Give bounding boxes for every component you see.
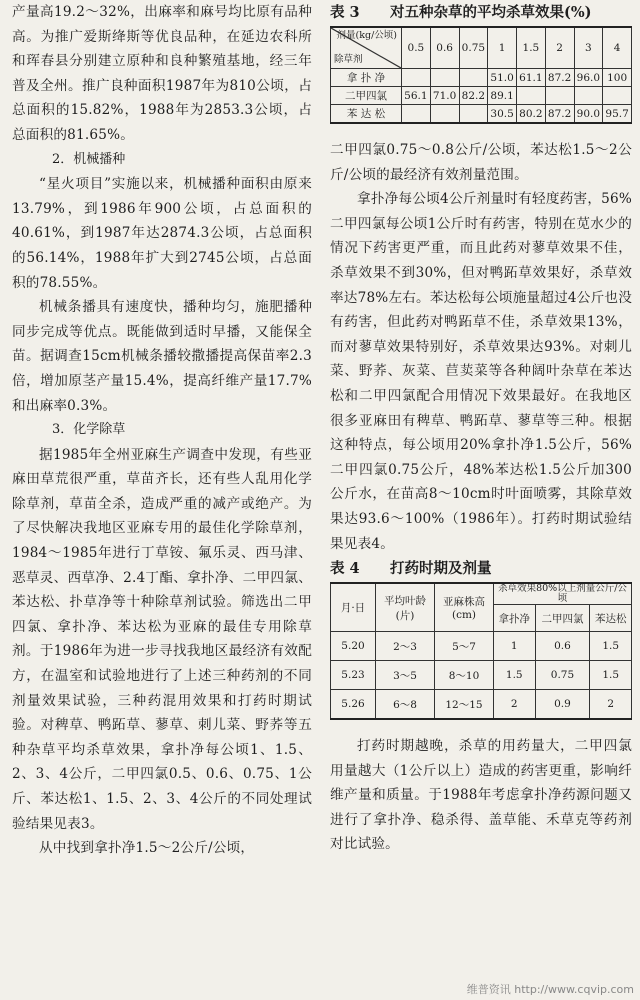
table-row [331,87,632,105]
table3-cell: 51.0 [488,69,517,87]
table3-cell: 95.7 [603,105,632,124]
table-row [331,632,632,661]
table3-cell [459,105,488,124]
section-heading: 2．机械播种 [52,151,126,167]
table3-cell [603,87,632,105]
table3-row-label: 除草剂 [334,54,363,65]
table4-cell: 2 [494,690,536,720]
table4-cell: 8～10 [435,661,494,690]
table3-dose-header: 4 [603,27,632,69]
table4-cell: 5.23 [331,661,376,690]
table3-cell [402,69,431,87]
table4-header-row [331,583,632,605]
table3-cell: 100 [603,69,632,87]
table3-dose-header: 0.6 [430,27,459,69]
table3-cell: 30.5 [488,105,517,124]
table-row [331,69,632,87]
table3-cell [545,87,574,105]
table3-cell: 96.0 [574,69,603,87]
table4-subheader: 拿扑净 [494,605,536,632]
table3-cell [459,69,488,87]
left-column [12,0,312,861]
table3-cell: 90.0 [574,105,603,124]
table4-date-header: 月·日 [331,583,376,632]
table4-leaf-header-unit: (片) [395,609,415,622]
table3-cell [430,105,459,124]
table-row [331,690,632,720]
table3-cell: 71.0 [430,87,459,105]
table4-leaf-header-label: 平均叶龄 [384,594,426,607]
table4-cell: 6～8 [376,690,435,720]
table3-number: 表 3 [330,4,360,21]
table3-dose-header: 0.5 [402,27,431,69]
paragraph: 拿扑净每公顷4公斤剂量时有轻度药害，56%二甲四氯每公顷1公斤时有药害，特别在苋水少的情况下药害更严重，而且此药对蓼草效果不佳，杀草效果不到30%，但对鸭跖草效果好，杀草效率达78%左右。苯达松每公顷施量超过4公斤也没有药害，但此药对鸭跖草不佳，杀草效果13%，而对蓼草效果特别好，杀草效果达93%。对刺儿菜、野荞、灰菜、苣荬菜等各种阔叶杂草在苯达松和二甲四氯配合用情况下效果最好。在我地区很多亚麻田有稗草、鸭跖草、蓼草等三种。根据这种特点，每公顷用20%拿扑净1.5公斤，56%二甲四氯0.75公斤，48%苯达松1.5公斤加300公斤水，在苗高8～10cm时叶面喷雾，其除草效果达93.6～100%（1986年）。打药时期试验结果见表4。 [330,191,632,552]
table3-unit-label: 剂量(kg/公顷) [336,30,397,41]
right-column [330,0,632,857]
table3-caption [330,2,632,24]
table3-herbicide-name: 苯 达 松 [331,105,402,124]
table3-dose-header: 2 [545,27,574,69]
table4-caption [330,558,632,580]
table4-cell: 1.5 [494,661,536,690]
table3-cell: 82.2 [459,87,488,105]
table3-title: 对五种杂草的平均杀草效果(%) [390,4,592,21]
table4-height-header-label: 亚麻株高 [443,596,485,609]
table4-title: 打药时期及剂量 [390,560,492,578]
table4-cell: 12～15 [435,690,494,720]
table4-cell: 2～3 [376,632,435,661]
table4-height-header [435,583,494,632]
table3-corner-cell [331,27,402,69]
table3-cell [574,87,603,105]
table4-subheader: 苯达松 [590,605,632,632]
paragraph: 打药时期越晚，杀草的用药量大，二甲四氯用量越大（1公斤以上）造成的药害更重，影响纤维产量和质量。于1988年考虑拿扑净药源问题又进行了拿扑净、稳杀得、盖草能、禾草克等药剂对比试验。 [330,738,632,853]
table3-dose-header: 1 [488,27,517,69]
table3-cell: 87.2 [545,105,574,124]
table4-cell: 5～7 [435,632,494,661]
table4-cell: 3～5 [376,661,435,690]
paragraph: 产量高19.2～32%，出麻率和麻号均比原有品种高。为推广爱斯绛斯等优良品种，在延边农科所和珲春县分别建立原种和良种繁殖基地，经三年普及全州。推广良种面积1987年为810公顷，占总面积的15.82%，1988年为2853.3公顷，占总面积的81.65%。 [12,4,312,143]
watermark: 维普资讯 http://www.cqvip.com [466,983,634,996]
table-row [331,105,632,124]
table3-dose-header: 0.75 [459,27,488,69]
table4-subheader: 二甲四氯 [535,605,590,632]
table3 [330,26,632,124]
paragraph: 二甲四氯0.75～0.8公斤/公顷，苯达松1.5～2公斤/公顷的最经济有效剂量范围。 [330,142,632,183]
table3-cell: 89.1 [488,87,517,105]
table4-leaf-header [376,583,435,632]
table4-group-header: 杀草效果80%以上剂量公斤/公顷 [494,583,632,605]
paragraph: 据1985年全州亚麻生产调查中发现，有些亚麻田草荒很严重，草苗齐长，还有些人乱用化学除草剂，草苗全杀，造成严重的减产或绝产。为了尽快解决我地区亚麻专用的最佳化学除草剂，1984～1985年进行丁草铵、氟乐灵、西马津、恶草灵、西草净、2.4丁酯、拿扑净、二甲四氯、苯达松、扑草净等十种除草剂试验。筛选出二甲四氯、拿扑净、苯达松为亚麻的最佳专用除草剂。于1986年为进一步寻找我地区最经济有效配方，在温室和试验地进行了上述三种药剂的不同剂量效果试验，三种药混用效果和打药时期试验。对稗草、鸭跖草、蓼草、刺儿菜、野荞等五种杂草平均杀草效果，拿扑净每公顷1、1.5、2、3、4公斤，二甲四氯0.5、0.6、0.75、1公斤、苯达松1、1.5、2、3、4公斤的不同处理试验结果见表3。 [12,446,312,832]
table3-cell [430,69,459,87]
table3-cell: 56.1 [402,87,431,105]
table4-cell: 5.26 [331,690,376,720]
table4-number: 表 4 [330,560,360,578]
table4-cell: 1.5 [590,632,632,661]
table4-height-header-unit: (cm) [451,609,477,622]
paragraph: 从中找到拿扑净1.5～2公斤/公顷， [39,840,255,857]
table3-cell [517,87,546,105]
table4-cell: 0.75 [535,661,590,690]
table3-herbicide-name: 拿 扑 净 [331,69,402,87]
table4-cell: 0.6 [535,632,590,661]
section-heading: 3．化学除草 [52,422,126,438]
table-row [331,661,632,690]
table4-cell: 2 [590,690,632,720]
table3-cell [402,105,431,124]
table3-header-row [331,27,632,69]
table3-cell: 87.2 [545,69,574,87]
table3-dose-header: 3 [574,27,603,69]
table4-cell: 0.9 [535,690,590,720]
table4-cell: 1.5 [590,661,632,690]
table3-cell: 61.1 [517,69,546,87]
table3-dose-header: 1.5 [517,27,546,69]
table4 [330,582,632,720]
table4-cell: 5.20 [331,632,376,661]
table3-herbicide-name: 二甲四氯 [331,87,402,105]
table3-cell: 80.2 [517,105,546,124]
table4-cell: 1 [494,632,536,661]
paragraph: 机械条播具有速度快，播种均匀，施肥播种同步完成等优点。既能做到适时早播，又能保全苗。据调查15cm机械条播较撒播提高保苗率2.3倍，增加原茎产量15.4%，提高纤维产量17.7%和出麻率0.3%。 [12,299,312,414]
paragraph: “星火项目”实施以来，机械播种面积由原来13.79%，到1986年900公顷，占总面积的40.61%，到1987年达2874.3公顷，占总面积的56.14%，1988年扩大到2745公顷，占总面积的78.55%。 [12,176,312,291]
